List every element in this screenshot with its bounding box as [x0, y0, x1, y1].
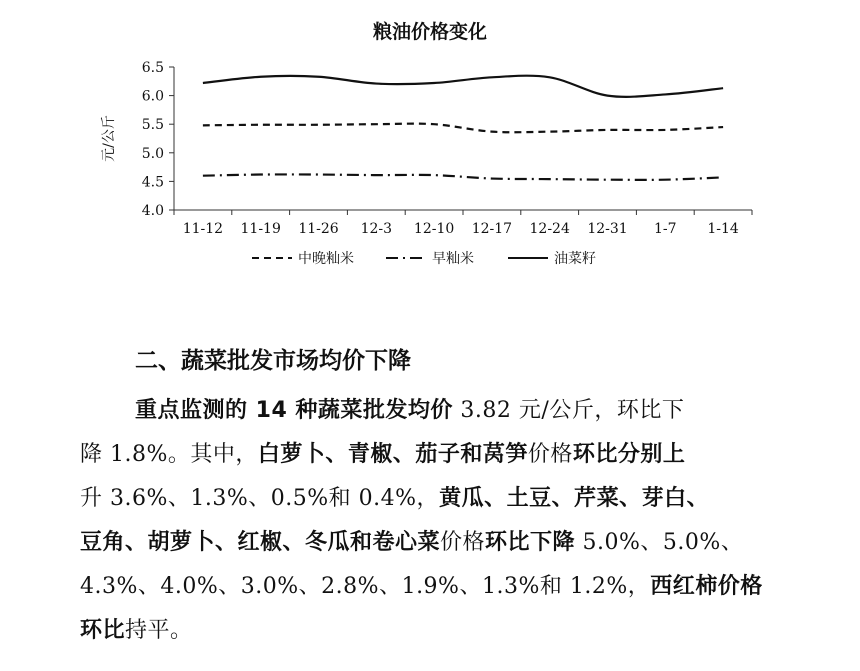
text-segment: 持平。 — [125, 618, 193, 643]
paragraph-line — [80, 613, 193, 644]
series-line-3 — [203, 76, 723, 97]
legend-label: 油菜籽 — [554, 251, 596, 267]
bold-text-segment: 环比 — [80, 618, 126, 643]
text-segment: 价格 — [440, 530, 486, 555]
bold-text-segment: 环比下降 — [485, 530, 576, 555]
legend-label: 早籼米 — [432, 251, 474, 267]
x-tick-label: 12-10 — [413, 221, 455, 237]
text-segment: 价格 — [527, 442, 573, 467]
y-tick-label: 4.5 — [141, 174, 164, 191]
chart-title: 粮油价格变化 — [372, 21, 488, 43]
y-tick-label: 5.0 — [141, 145, 164, 162]
y-tick-label: 4.0 — [141, 203, 164, 219]
y-tick-label: 6.0 — [141, 88, 164, 105]
bold-text-segment: 西红柿价格 — [650, 574, 763, 599]
x-tick-label: 11-26 — [298, 221, 339, 237]
text-segment: 3.82 元/公斤，环比下 — [452, 398, 685, 423]
bold-text-segment: 环比分别上 — [572, 442, 686, 467]
text-segment: 降 1.8%。其中， — [80, 442, 258, 467]
section-heading: 二、蔬菜批发市场均价下降 — [135, 348, 411, 374]
x-tick-label: 1-7 — [654, 221, 677, 237]
paragraph-line — [80, 437, 685, 468]
x-tick-label: 12-24 — [529, 221, 570, 237]
paragraph-line — [135, 393, 684, 424]
x-tick-label: 12-17 — [471, 221, 513, 237]
x-tick-label: 11-19 — [240, 221, 281, 237]
bold-text-segment: 豆角、胡萝卜、红椒、冬瓜和卷心菜 — [80, 530, 441, 555]
legend-label: 中晚籼米 — [298, 251, 354, 267]
bold-text-segment: 重点监测的 14 种蔬菜批发均价 — [135, 398, 453, 423]
series-line-2 — [203, 174, 723, 179]
paragraph-line — [80, 569, 763, 600]
paragraph-line — [80, 481, 709, 512]
y-axis-label: 元/公斤 — [101, 115, 117, 162]
bold-text-segment: 白萝卜、青椒、茄子和莴笋 — [257, 442, 528, 467]
text-segment: 4.3%、4.0%、3.0%、2.8%、1.9%、1.3%和 1.2%， — [80, 574, 651, 599]
y-tick-label: 5.5 — [141, 117, 164, 134]
x-tick-label: 12-3 — [360, 221, 393, 237]
x-tick-label: 1-14 — [707, 221, 739, 237]
y-tick-label: 6.5 — [141, 60, 164, 76]
series-line-1 — [203, 124, 723, 133]
x-tick-label: 12-31 — [587, 221, 628, 237]
price-chart — [0, 0, 860, 290]
paragraph-line — [80, 525, 743, 556]
line-chart — [0, 0, 860, 290]
x-tick-label: 11-12 — [182, 221, 224, 237]
text-segment: 5.0%、5.0%、 — [575, 530, 744, 555]
text-segment: 升 3.6%、1.3%、0.5%和 0.4%， — [80, 486, 440, 511]
bold-text-segment: 黄瓜、土豆、芹菜、芽白、 — [439, 486, 710, 511]
